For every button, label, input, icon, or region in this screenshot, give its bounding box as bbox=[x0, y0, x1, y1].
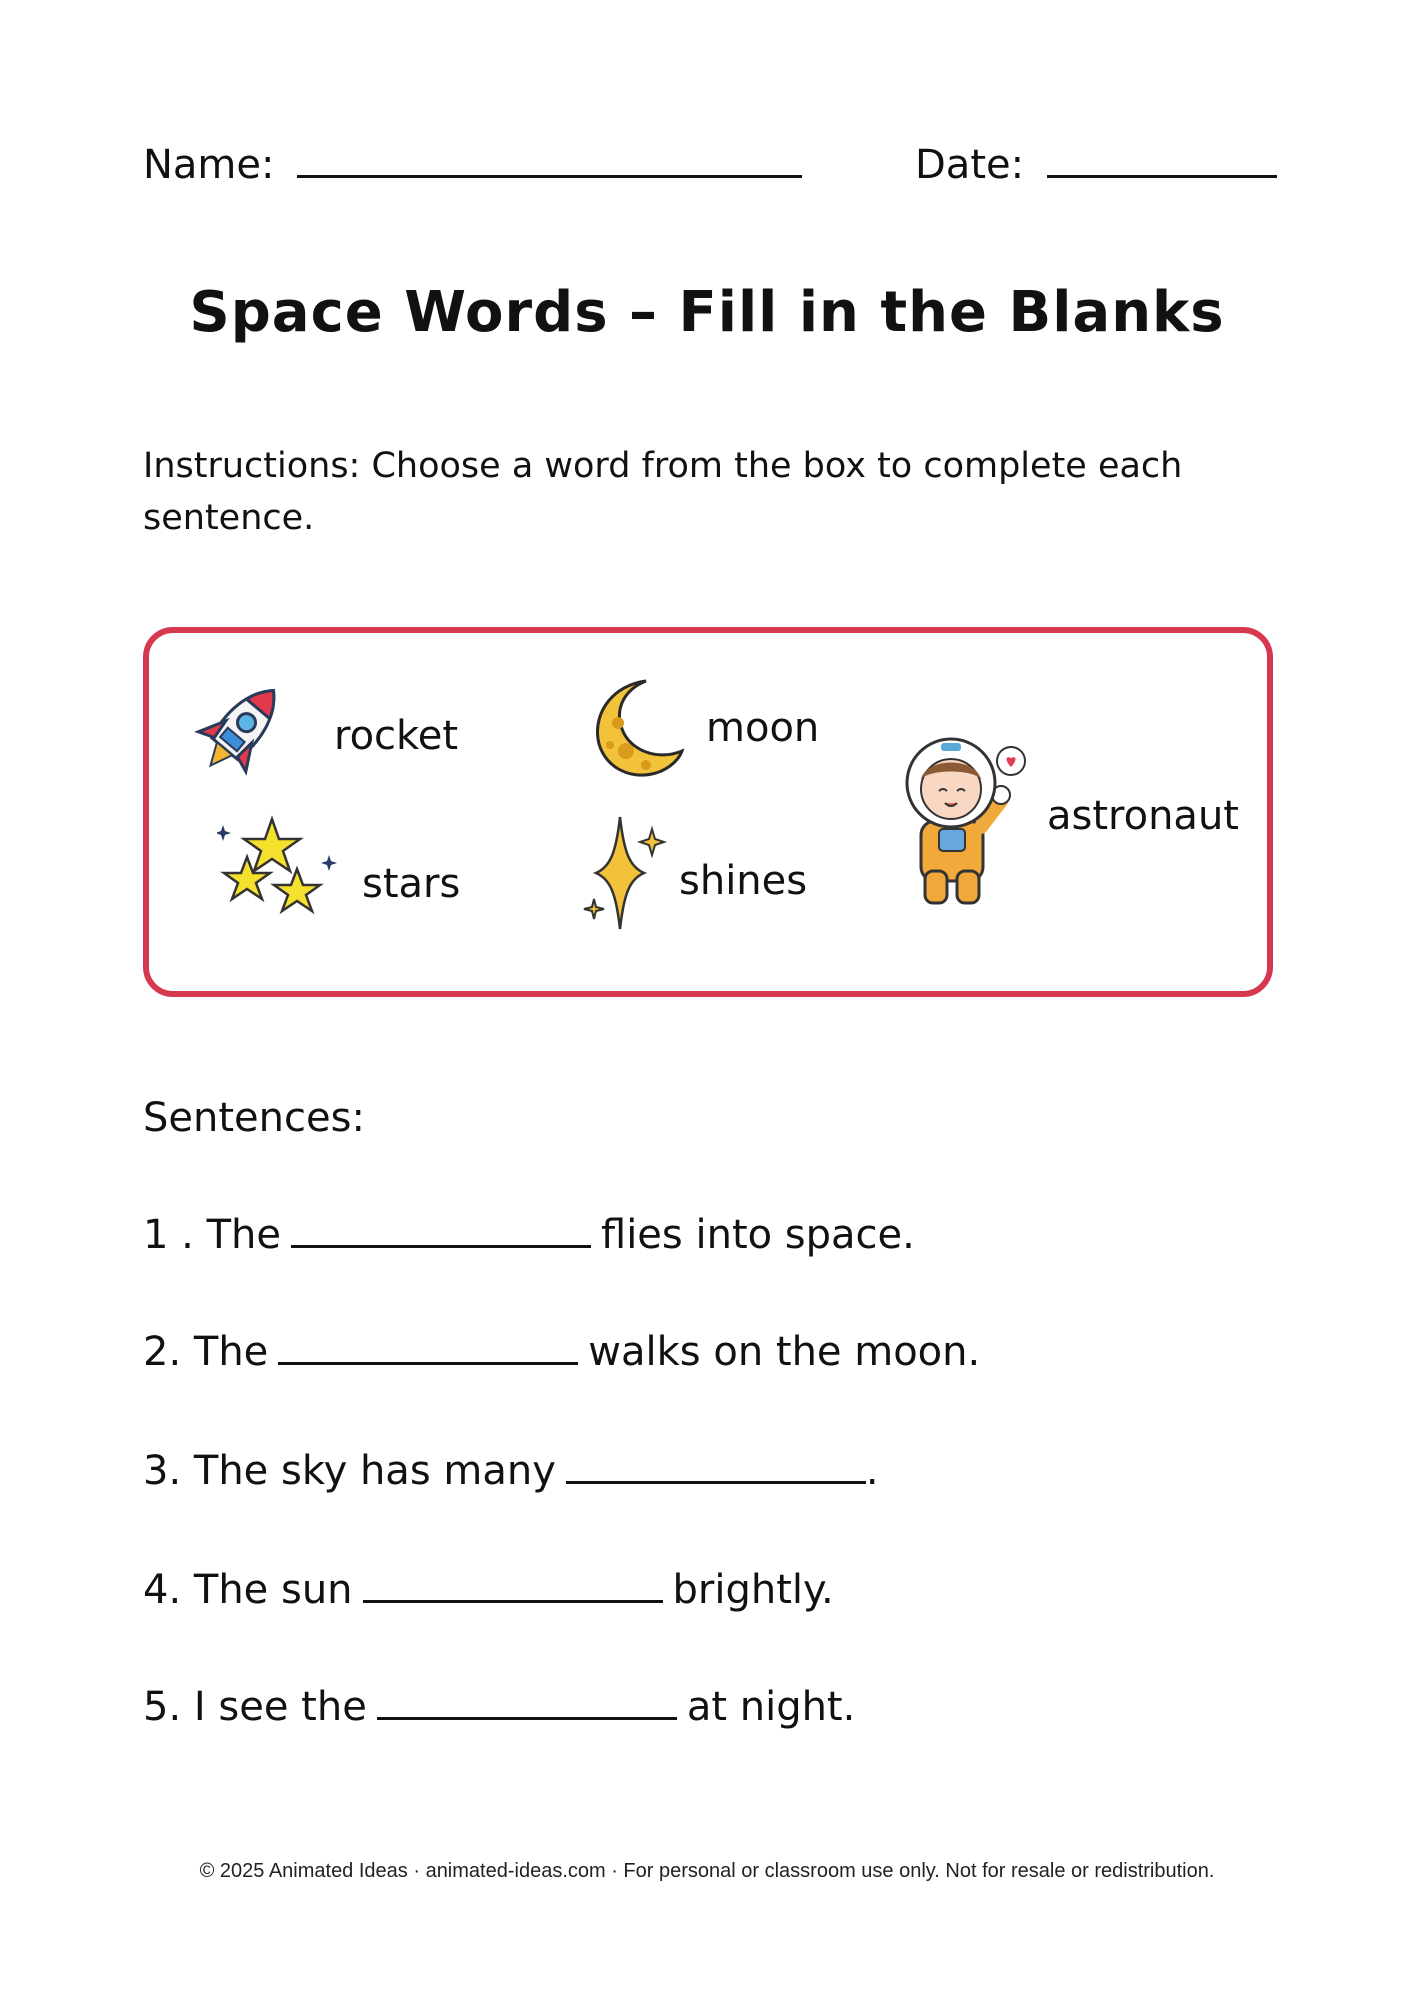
sentence-prefix: 3. The sky has many bbox=[143, 1448, 556, 1494]
sentence-blank[interactable] bbox=[566, 1480, 866, 1484]
sentence-blank[interactable] bbox=[291, 1244, 591, 1248]
sentence-prefix: 1 . The bbox=[143, 1212, 281, 1258]
word-astronaut: astronaut bbox=[1047, 793, 1239, 839]
astronaut-icon bbox=[881, 721, 1041, 911]
sentence-prefix: 2. The bbox=[143, 1329, 269, 1375]
sentence-blank[interactable] bbox=[363, 1599, 663, 1603]
date-blank[interactable] bbox=[1047, 174, 1277, 178]
sentence-2 bbox=[143, 1327, 980, 1377]
sentence-5 bbox=[143, 1682, 855, 1732]
sentences-label: Sentences: bbox=[143, 1095, 365, 1141]
sentence-prefix: 4. The sun bbox=[143, 1567, 353, 1613]
sentence-4 bbox=[143, 1565, 834, 1615]
word-rocket: rocket bbox=[334, 713, 459, 759]
rocket-icon bbox=[187, 673, 297, 783]
word-stars: stars bbox=[362, 861, 461, 907]
sentence-suffix: . bbox=[865, 1448, 879, 1494]
moon-icon bbox=[576, 673, 686, 783]
sentence-suffix: walks on the moon. bbox=[588, 1329, 981, 1375]
word-shines: shines bbox=[679, 858, 808, 904]
page-title: Space Words – Fill in the Blanks bbox=[189, 280, 1225, 345]
sentence-suffix: at night. bbox=[686, 1684, 856, 1730]
sentence-suffix: brightly. bbox=[672, 1567, 834, 1613]
sentence-blank[interactable] bbox=[278, 1361, 578, 1365]
date-field[interactable] bbox=[915, 140, 1277, 190]
instructions: Instructions: Choose a word from the box to complete each sentence. bbox=[143, 446, 1183, 538]
name-label: Name: bbox=[143, 142, 275, 188]
sentence-blank[interactable] bbox=[377, 1716, 677, 1720]
sentence-suffix: flies into space. bbox=[601, 1212, 915, 1258]
footer-copyright: © 2025 Animated Ideas · animated-ideas.com · For personal or classroom use only. Not for resale or redistribution. bbox=[199, 1860, 1215, 1882]
word-bank-box bbox=[143, 627, 1273, 997]
date-label: Date: bbox=[915, 142, 1025, 188]
sentence-3 bbox=[143, 1446, 879, 1496]
name-blank[interactable] bbox=[297, 174, 802, 178]
word-moon: moon bbox=[706, 705, 820, 751]
stars-icon bbox=[217, 813, 347, 933]
sentence-1 bbox=[143, 1210, 915, 1260]
name-field[interactable] bbox=[143, 140, 802, 190]
sparkle-icon bbox=[582, 813, 672, 933]
sentence-prefix: 5. I see the bbox=[143, 1684, 367, 1730]
